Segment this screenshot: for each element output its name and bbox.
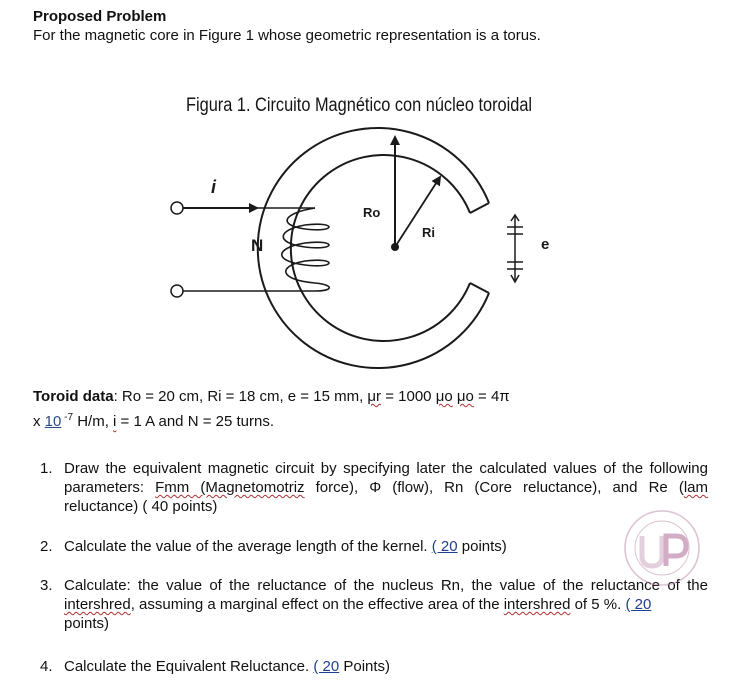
label-gap: e [541,236,550,253]
winding-coil [282,208,330,291]
toroid-outer-edge [258,128,489,368]
label-inner-radius: Ri [422,225,435,240]
points-link[interactable]: ( 20 [625,596,652,613]
problem-heading: Proposed Problem [33,8,167,25]
figure-caption: Figura 1. Circuito Magnético con núcleo toroidal [186,95,533,116]
question-3: 3. Calculate: the value of the reluctance of the nucleus Rn, the value of the reluctance of the intershred, assuming a marginal effect on the effective area of the intershred of 5 %. ( 20 points) [40,577,708,632]
top-terminal [171,202,183,214]
university-seal-watermark [622,508,702,588]
points-link[interactable]: ( 20 [313,658,340,675]
bottom-terminal [171,285,183,297]
label-turns: N [251,236,264,255]
gap-dimension [507,215,523,282]
toroid-data-label: Toroid data [33,388,114,405]
question-1: 1. Draw the equivalent magnetic circuit by specifying later the calculated values of the following parameters: Fmm (Magnetomotriz force), Φ (flow), Rn (Core reluctance), and Re (lam reluctance) ( 40 points) [40,460,708,515]
toroid-data: Toroid data: Ro = 20 cm, Ri = 18 cm, e = 15 mm, μr = 1000 μo μo = 4π x 10 $^{-7}$ H/m, i = 1 A and N = 25 turns. [33,388,510,430]
question-4: 4. Calculate the Equivalent Reluctance. ( 20 Points) [40,658,391,675]
question-2: 2. Calculate the value of the average length of the kernel. ( 20 points) [40,538,507,555]
label-current: i [211,177,217,197]
toroid-figure [165,125,585,375]
problem-intro: For the magnetic core in Figure 1 whose geometric representation is a torus. [33,27,541,44]
points-link[interactable]: ( 20 [431,538,458,555]
label-outer-radius: Ro [363,205,381,220]
